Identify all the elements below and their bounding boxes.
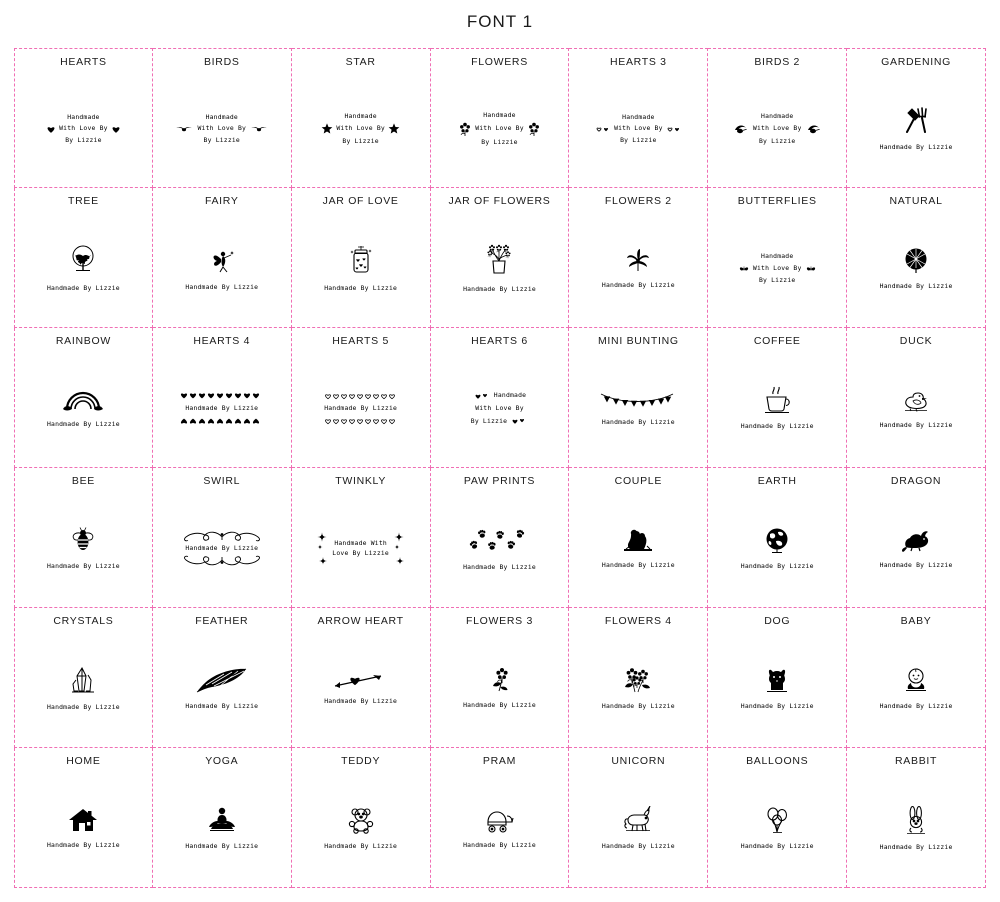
stamp-label: MINI BUNTING (597, 335, 679, 347)
stamp-cell[interactable] (569, 188, 708, 328)
stamp-label: PRAM (482, 755, 517, 767)
tree-icon (68, 244, 98, 276)
star-icon (388, 123, 400, 135)
hearts-icon (111, 124, 121, 134)
stamp-label: STAR (345, 56, 376, 68)
natural-icon (901, 246, 931, 274)
stamp-label: PAW PRINTS (463, 475, 536, 487)
stamp-cell[interactable] (708, 328, 847, 468)
stamp-cell[interactable] (14, 328, 153, 468)
stamp-preview: Handmade By Lizzie (569, 774, 707, 883)
twinkly-icon (315, 530, 329, 568)
stamp-label: GARDENING (881, 56, 952, 68)
stamp-preview: Handmade By Lizzie (153, 634, 291, 743)
stamp-label: HEARTS 6 (471, 335, 528, 347)
stamp-preview: Handmade By Lizzie (153, 214, 291, 323)
jar-of-flowers-icon (485, 243, 513, 277)
stamp-label: FLOWERS (471, 56, 528, 68)
hearts5-icon (322, 415, 400, 427)
paw-prints-icon (466, 525, 532, 555)
stamp-preview: Handmade By Lizzie (708, 634, 846, 743)
stamp-cell[interactable] (292, 748, 431, 888)
stamp-label: BALLOONS (746, 755, 809, 767)
stamp-preview: Handmade With Love By By Lizzie (431, 354, 569, 463)
stamp-label: YOGA (205, 755, 239, 767)
stamp-cell[interactable] (14, 188, 153, 328)
stamp-preview: Handmade By Lizzie (708, 774, 846, 883)
stamp-preview: Handmade By Lizzie (847, 75, 985, 183)
crystals-icon (70, 665, 96, 695)
home-icon (68, 807, 98, 833)
stamp-cell[interactable] (708, 608, 847, 748)
swirl-icon (179, 528, 265, 542)
stamp-preview: Handmade By Lizzie (153, 774, 291, 883)
stamp-label: BABY (900, 615, 932, 627)
stamp-cell[interactable] (708, 48, 847, 188)
stamp-label: SWIRL (203, 475, 241, 487)
stamp-label: JAR OF FLOWERS (448, 195, 551, 207)
birds-icon (174, 124, 194, 134)
hearts5-icon (322, 390, 400, 402)
stamp-cell[interactable] (569, 328, 708, 468)
rabbit-icon (903, 805, 929, 835)
stamp-label: NATURAL (889, 195, 943, 207)
stamp-cell[interactable] (153, 608, 292, 748)
stamp-cell[interactable] (292, 48, 431, 188)
jar-of-love-icon (348, 244, 374, 276)
stamp-cell[interactable] (569, 748, 708, 888)
stamp-label: DRAGON (890, 475, 942, 487)
stamp-cell[interactable] (292, 468, 431, 608)
dog-icon (763, 666, 791, 694)
stamp-preview: Handmade With Love By By Lizzie (431, 75, 569, 183)
stamp-cell[interactable] (153, 328, 292, 468)
stamp-preview: Handmade By Lizzie (292, 354, 430, 463)
stamp-preview: Handmade With Love By By Lizzie (569, 75, 707, 183)
stamp-cell[interactable] (847, 188, 986, 328)
stamp-label: HOME (66, 755, 101, 767)
stamp-cell[interactable] (431, 608, 570, 748)
stamp-preview: Handmade By Lizzie (431, 774, 569, 883)
stamp-preview: Handmade By Lizzie (569, 354, 707, 463)
stamp-cell[interactable] (847, 468, 986, 608)
hearts6-icon (473, 390, 491, 402)
stamp-label: COFFEE (753, 335, 801, 347)
teddy-icon (347, 806, 375, 834)
stamp-label: FAIRY (204, 195, 239, 207)
stamp-cell[interactable] (569, 468, 708, 608)
swirl-icon (179, 555, 265, 569)
arrow-heart-icon (333, 671, 389, 689)
stamp-preview: Handmade By Lizzie (153, 494, 291, 603)
stamp-preview: Handmade By Lizzie (569, 634, 707, 743)
stamp-preview: Handmade By Lizzie (15, 214, 152, 323)
stamp-label: BIRDS (203, 56, 240, 68)
dragon-icon (900, 527, 932, 553)
stamp-cell[interactable] (14, 608, 153, 748)
stamp-label: ARROW HEART (317, 615, 404, 627)
stamp-cell[interactable] (431, 188, 570, 328)
stamp-preview: Handmade With Love By By Lizzie (708, 214, 846, 323)
hearts4-icon (178, 388, 266, 402)
mini-bunting-icon (599, 390, 677, 410)
stamp-cell[interactable] (153, 748, 292, 888)
stamp-preview: Handmade With Love By By Lizzie (708, 75, 846, 183)
birds2-icon (805, 123, 823, 135)
stamp-preview: Handmade By Lizzie (431, 214, 569, 323)
stamp-cell[interactable] (14, 468, 153, 608)
stamp-preview: Handmade With Love By By Lizzie (153, 75, 291, 183)
stamp-label: FEATHER (195, 615, 249, 627)
stamp-cell[interactable] (431, 48, 570, 188)
stamp-preview: Handmade By Lizzie (569, 214, 707, 323)
stamp-cell[interactable] (153, 468, 292, 608)
stamp-label: HEARTS 5 (332, 335, 390, 347)
stamp-label: DOG (764, 615, 791, 627)
hearts-icon (46, 124, 56, 134)
stamp-preview: Handmade By Lizzie (431, 494, 569, 603)
page-title: FONT 1 (466, 12, 534, 31)
stamp-label: HEARTS (60, 56, 107, 68)
duck-icon (901, 387, 931, 413)
hearts3-icon (595, 124, 611, 134)
butterflies-icon (738, 264, 750, 274)
gardening-icon (899, 105, 933, 135)
stamp-label: BIRDS 2 (754, 56, 801, 68)
stamp-cell[interactable] (292, 328, 431, 468)
stamp-cell[interactable] (153, 48, 292, 188)
stamp-cell[interactable] (431, 748, 570, 888)
stamp-label: BEE (71, 475, 95, 487)
flowers-icon (527, 122, 541, 136)
stamp-preview: Handmade By Lizzie (847, 494, 985, 603)
stamp-cell[interactable] (847, 748, 986, 888)
stamp-preview: Handmade By Lizzie (708, 494, 846, 603)
stamp-label: CRYSTALS (53, 615, 114, 627)
stamp-cell[interactable] (847, 328, 986, 468)
balloons-icon (763, 806, 791, 834)
stamp-preview: Handmade By Lizzie (431, 634, 569, 743)
stamp-cell[interactable] (431, 328, 570, 468)
stamp-preview: Handmade By Lizzie (847, 774, 985, 883)
stamp-cell[interactable] (847, 48, 986, 188)
couple-icon (620, 527, 656, 553)
stamp-preview: Handmade By Lizzie (15, 354, 152, 463)
stamp-preview: Handmade By Lizzie (292, 634, 430, 743)
stamp-preview: Handmade With Love By By Lizzie (292, 75, 430, 183)
stamp-label: TWINKLY (335, 475, 387, 487)
flowers3-icon (486, 667, 512, 693)
stamp-grid (14, 48, 986, 888)
stamp-cell[interactable] (431, 468, 570, 608)
stamp-preview: Handmade By Lizzie (847, 634, 985, 743)
stamp-cell[interactable] (708, 468, 847, 608)
stamp-label: EARTH (757, 475, 797, 487)
hearts3-icon (666, 124, 682, 134)
stamp-label: FLOWERS 3 (466, 615, 533, 627)
stamp-cell[interactable] (569, 608, 708, 748)
stamp-label: HEARTS 3 (609, 56, 667, 68)
stamp-cell[interactable] (153, 188, 292, 328)
stamp-cell[interactable] (569, 48, 708, 188)
stamp-cell[interactable] (292, 608, 431, 748)
hearts6-icon (510, 415, 528, 427)
stamp-label: TREE (68, 195, 99, 207)
flowers-icon (458, 122, 472, 136)
pram-icon (483, 807, 515, 833)
earth-icon (763, 526, 791, 554)
stamp-preview: Handmade With Love By By Lizzie (15, 75, 152, 183)
feather-icon (194, 666, 250, 694)
stamp-cell[interactable] (292, 188, 431, 328)
stamp-label: FLOWERS 2 (604, 195, 672, 207)
birds-icon (249, 124, 269, 134)
stamp-label: TEDDY (341, 755, 381, 767)
stamp-preview: Handmade By Lizzie (292, 774, 430, 883)
hearts4-icon (178, 415, 266, 429)
stamp-preview: Handmade By Lizzie (847, 214, 985, 323)
stamp-label: RAINBOW (55, 335, 111, 347)
stamp-label: RABBIT (895, 755, 938, 767)
rainbow-icon (61, 388, 105, 412)
stamp-cell[interactable] (847, 608, 986, 748)
stamp-cell[interactable] (708, 748, 847, 888)
flowers4-icon (620, 666, 656, 694)
baby-icon (902, 666, 930, 694)
stamp-preview: Handmade By Lizzie (15, 494, 152, 603)
stamp-preview: Handmade By Lizzie (15, 774, 152, 883)
stamp-preview: Handmade With Love By Lizzie (292, 494, 430, 603)
stamp-label: DUCK (899, 335, 933, 347)
stamp-label: UNICORN (611, 755, 666, 767)
stamp-preview: Handmade By Lizzie (847, 354, 985, 463)
stamp-label: COUPLE (614, 475, 663, 487)
stamp-preview: Handmade By Lizzie (153, 354, 291, 463)
stamp-label: JAR OF LOVE (322, 195, 399, 207)
star-icon (321, 123, 333, 135)
flowers2-icon (622, 247, 654, 273)
birds2-icon (732, 123, 750, 135)
butterflies-icon (805, 264, 817, 274)
stamp-preview: Handmade By Lizzie (569, 494, 707, 603)
stamp-preview: Handmade By Lizzie (708, 354, 846, 463)
bee-icon (68, 526, 98, 554)
stamp-label: BUTTERFLIES (737, 195, 817, 207)
stamp-preview: Handmade By Lizzie (292, 214, 430, 323)
stamp-preview: Handmade By Lizzie (15, 634, 152, 743)
yoga-icon (207, 806, 237, 834)
stamp-cell[interactable] (14, 48, 153, 188)
stamp-cell[interactable] (708, 188, 847, 328)
stamp-label: FLOWERS 4 (604, 615, 672, 627)
twinkly-icon (392, 530, 406, 568)
stamp-label: HEARTS 4 (193, 335, 251, 347)
stamp-cell[interactable] (14, 748, 153, 888)
coffee-icon (762, 386, 792, 414)
fairy-icon (207, 245, 237, 275)
unicorn-icon (622, 806, 654, 834)
